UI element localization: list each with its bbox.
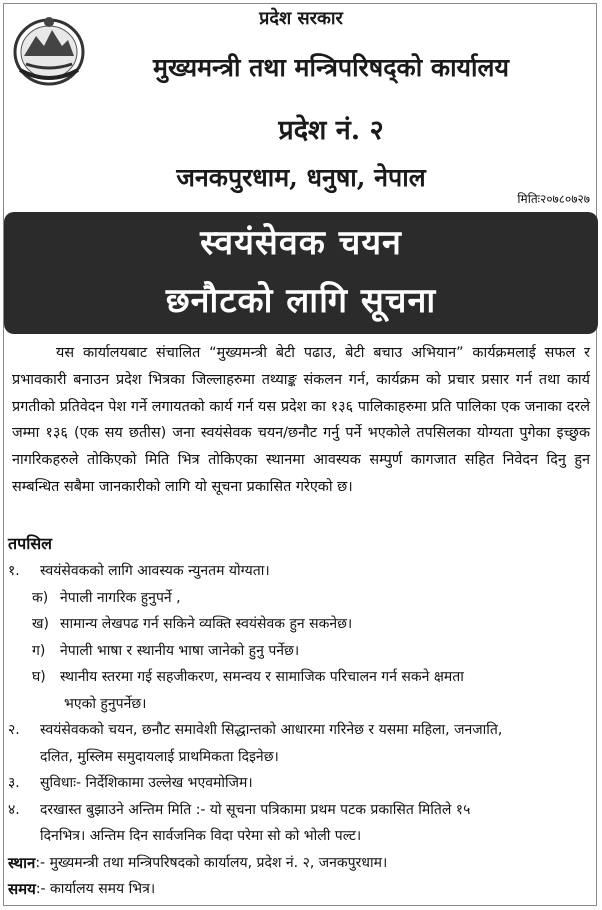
office-heading: मुख्यमन्त्री तथा मन्त्रिपरिषद्को कार्यालय xyxy=(153,53,509,82)
time-value: :- कार्यालय समय भित्र। xyxy=(35,881,156,897)
intro-paragraph xyxy=(12,340,590,501)
banner-title-line1: स्वयंसेवक चयन xyxy=(200,223,402,263)
item-continuation: दलित, मुस्लिम समुदायलाई प्राथमिकता दिइनेछ। xyxy=(40,748,279,765)
item-number: ३. xyxy=(8,775,20,791)
place-value: :- मुख्यमन्त्री तथा मन्त्रिपरिषदको कार्यालय, प्रदेश नं. २, जनकपुरधाम। xyxy=(35,854,388,871)
sub-item xyxy=(8,585,592,612)
item-number: १. xyxy=(8,563,20,579)
sub-item-label: घ) xyxy=(32,669,46,685)
province-heading: प्रदेश नं. २ xyxy=(278,115,384,146)
sub-item-label: ग) xyxy=(32,642,46,659)
time-label: समय xyxy=(8,880,36,898)
banner-title-line2: छनौटको लागि सूचना xyxy=(165,281,437,321)
sub-item-label: ख) xyxy=(32,616,49,632)
sub-item xyxy=(8,611,592,638)
item-text: स्वयंसेवकको लागि आवस्यक न्युनतम योग्यता। xyxy=(40,563,270,579)
item-continuation: दिनभित्र। अन्तिम दिन सार्वजनिक विदा परेमा सो को भोली पल्ट। xyxy=(40,828,362,844)
list-item xyxy=(8,770,592,797)
sub-item-text: नेपाली भाषा र स्थानीय भाषा जानेको हुनु पर्नेछ। xyxy=(60,642,300,659)
place-label: स्थान xyxy=(8,853,36,872)
place-line xyxy=(8,850,592,877)
title-banner xyxy=(4,212,598,334)
place-heading: जनकपुरधाम, धनुषा, नेपाल xyxy=(176,163,426,192)
time-line xyxy=(8,876,592,903)
list-item xyxy=(8,558,592,585)
notice-date: मितिः२०७८०७२७ xyxy=(517,192,590,206)
government-heading: प्रदेश सरकार xyxy=(259,8,343,29)
intro-text: यस कार्यालयबाट संचालित “मुख्यमन्त्री बेटी पढाउ, बेटी बचाउ अभियान” कार्यक्रमलाई सफल र प्रभावकारी बनाउन प्रदेश भित्रका जिल्लाहरुमा तथ्याङ्क संकलन गर्न, कार्यक्रम को प्रचार प्रसार गर्न तथा कार्य प्रगतीको प्रतिवेदन पेश गर्ने लगायतको कार्य गर्न यस प्रदेश का १३६ पालिकाहरुमा प्रति पालिका एक जनाका दरले जम्मा १३६ (एक सय छतीस) जना स्वयंसेवक चयन/छनौट गर्नु पर्ने भएकोले तपसिलका योग्यता पुगेका इच्छुक नागरिकहरुले तोकिएको मिति भित्र तोकिएका स्थानमा आवस्यक सम्पुर्ण कागजात सहित निवेदन दिनु हुन सम्बन्धित सबैमा जानकारीको लागि यो सूचना प्रकासित गरेएको छ। xyxy=(12,345,590,495)
sub-item xyxy=(8,664,592,691)
item-number: ४. xyxy=(8,801,20,818)
item-text: दरखास्त बुझाउने अन्तिम मिति :- यो सूचना पत्रिकामा प्रथम पटक प्रकासित मितिले १५ xyxy=(40,801,471,818)
list-item xyxy=(8,797,592,824)
details-heading: तपसिल xyxy=(8,534,53,553)
sub-item-text: स्थानीय स्तरमा गई सहजीकरण, समन्वय र सामाजिक परिचालन गर्न सकने क्षमता xyxy=(60,669,464,685)
sub-item xyxy=(8,638,592,665)
details-list xyxy=(8,558,592,903)
sub-item-label: क) xyxy=(32,589,49,606)
sub-item-text: नेपाली नागरिक हुनुपर्ने , xyxy=(60,589,181,606)
list-item xyxy=(8,717,592,744)
sub-item-text: सामान्य लेखपढ गर्न सकिने व्यक्ति स्वयंसेवक हुन सकनेछ। xyxy=(60,616,353,632)
item-text: स्वयंसेवकको चयन, छनौट समावेशी सिद्धान्तको आधारमा गरिनेछ र यसमा महिला, जनजाति, xyxy=(40,722,503,738)
sub-item-continuation: भएको हुनुपर्नेछ। xyxy=(64,695,147,712)
item-number: २. xyxy=(8,722,20,738)
item-text: सुविधाः- निर्देशिकामा उल्लेख भएवमोजिम। xyxy=(40,775,253,791)
